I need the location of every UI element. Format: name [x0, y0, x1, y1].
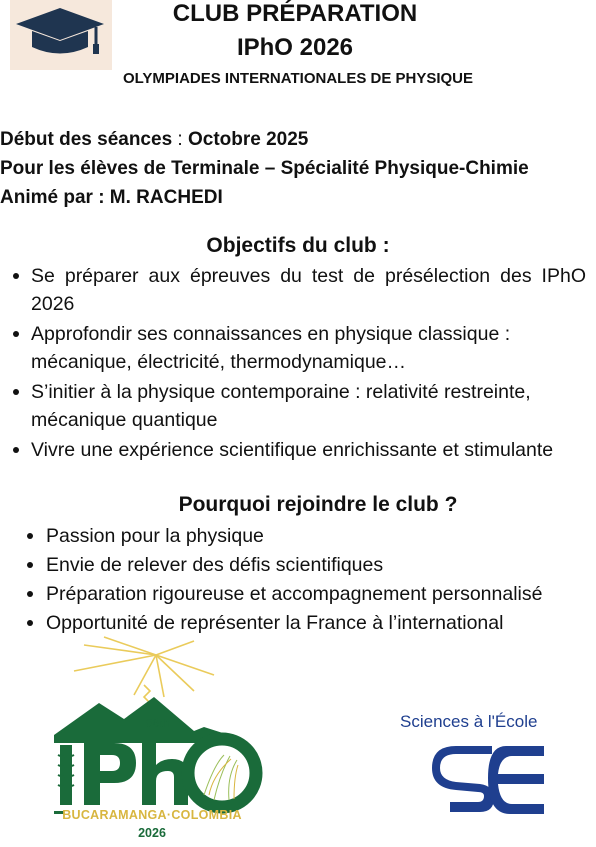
- list-item: Envie de relever des défis scientifiques: [0, 551, 586, 579]
- list-item: Passion pour la physique: [0, 522, 586, 550]
- ipho-edition: 56th: [146, 716, 170, 730]
- why-heading: Pourquoi rejoindre le club ?: [178, 493, 458, 516]
- graduation-cap-icon: [10, 0, 112, 70]
- start-date: [0, 128, 308, 152]
- objectives-list: [0, 262, 586, 466]
- club-title: CLUB PRÉPARATION: [172, 0, 418, 27]
- start-value: Octobre 2025: [187, 129, 309, 150]
- start-label: Début des séances: [0, 129, 173, 150]
- objectives-heading: Objectifs du club :: [206, 234, 390, 257]
- list-item: Se préparer aux épreuves du test de présélection des IPhO 2026: [0, 262, 586, 318]
- list-item: Vivre une expérience scientifique enrichissante et stimulante: [0, 436, 586, 464]
- bullet-icon: [13, 389, 19, 395]
- audience: Pour les élèves de Terminale – Spécialité Physique-Chimie: [0, 158, 529, 179]
- bullet-icon: [13, 273, 19, 279]
- start-sep: :: [172, 129, 188, 150]
- bullet-icon: [27, 533, 33, 539]
- list-item: S’initier à la physique contemporaine : relativité restreinte, mécanique quantique: [0, 378, 586, 434]
- graduation-cap-logo: [10, 0, 112, 70]
- club-subtitle: OLYMPIADES INTERNATIONALES DE PHYSIQUE: [122, 70, 474, 87]
- why-list: [0, 522, 586, 638]
- bullet-icon: [27, 562, 33, 568]
- list-item: Préparation rigoureuse et accompagnement personnalisé: [0, 580, 586, 608]
- list-item: Opportunité de représenter la France à l’international: [0, 609, 586, 637]
- ipho-city: BUCARAMANGA·COLOMBIA: [62, 808, 242, 822]
- bullet-icon: [27, 591, 33, 597]
- host: Animé par : M. RACHEDI: [0, 187, 223, 208]
- bullet-icon: [27, 620, 33, 626]
- ipho-year: 2026: [138, 826, 166, 840]
- list-item: Approfondir ses connaissances en physique classique : mécanique, électricité, thermodynamique…: [0, 320, 586, 376]
- club-title-year: IPhO 2026: [236, 34, 354, 61]
- sciences-a-lecole-name: Sciences à l'École: [400, 712, 538, 731]
- sciences-a-lecole-logo: [426, 738, 566, 826]
- bullet-icon: [13, 447, 19, 453]
- bullet-icon: [13, 331, 19, 337]
